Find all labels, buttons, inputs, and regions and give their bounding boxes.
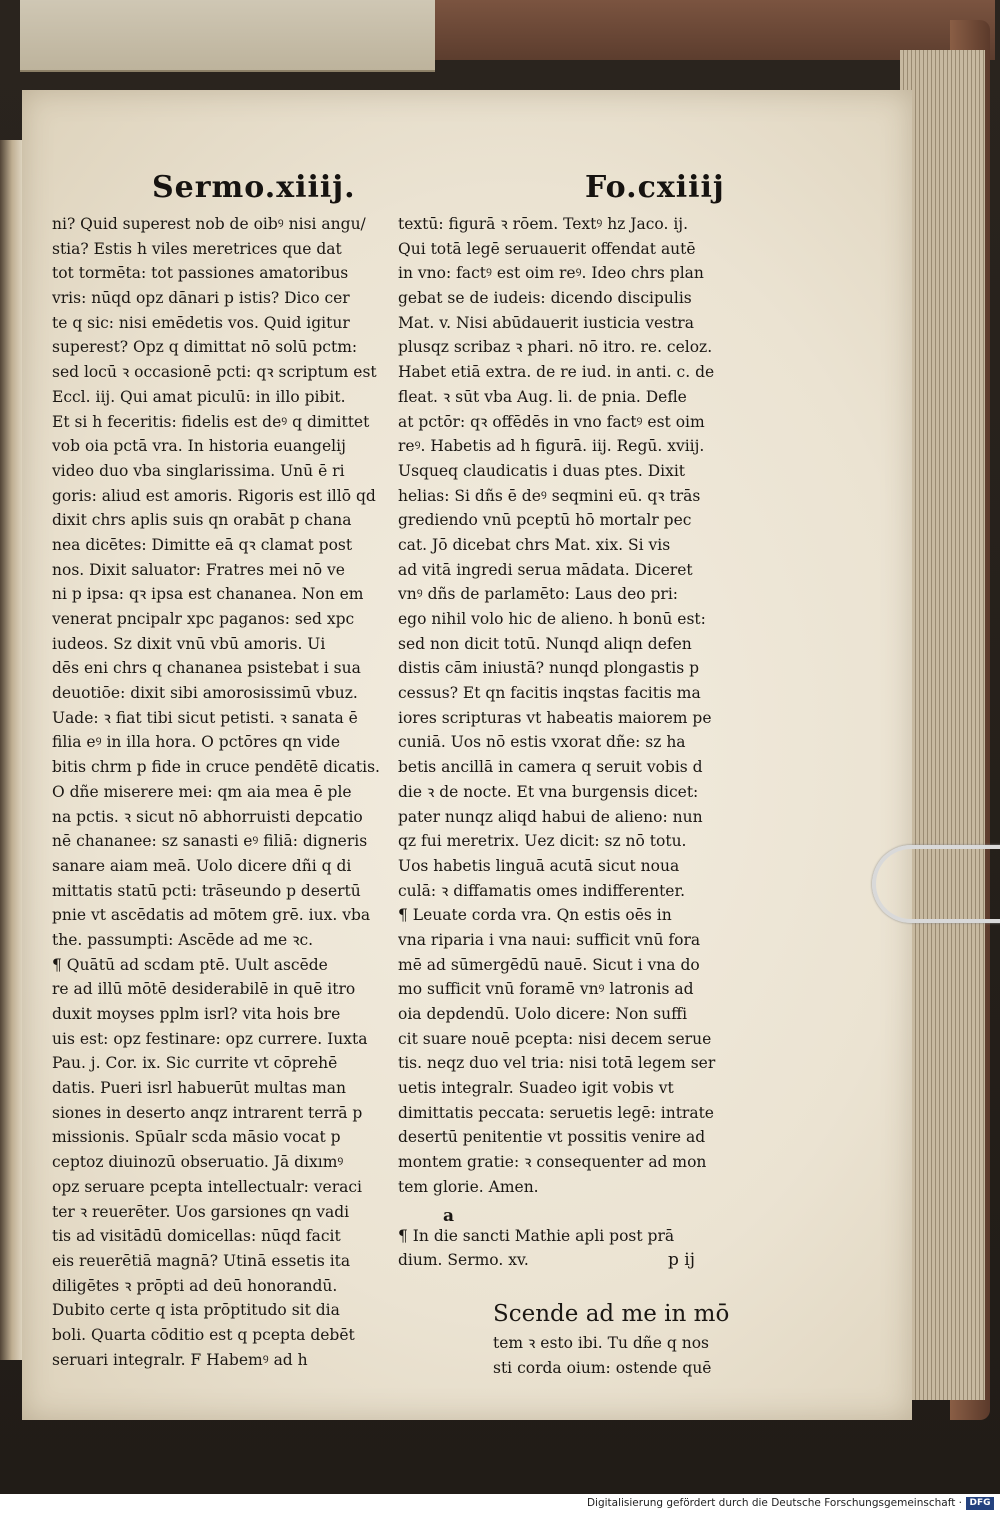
- text-line: siones in deserto anqz intrarent terrā p: [52, 1103, 363, 1122]
- running-header-left: Sermo.xiiij.: [152, 170, 356, 205]
- section-gap: [398, 1273, 743, 1297]
- text-line: goris: aliud est amoris. Rigoris est illō qd: [52, 486, 376, 505]
- text-line: tem glorie. Amen.: [398, 1177, 539, 1196]
- text-line: cat. Jō dicebat chrs Mat. xix. Si vis: [398, 535, 671, 554]
- text-line: helias: Si dñs ē deꝰ seqmini eū. qꝛ trās: [398, 486, 701, 505]
- text-line: deuotiōe: dixit sibi amorosissimū vbuz.: [52, 684, 358, 703]
- text-line: Usqueq claudicatis i duas ptes. Dixit: [398, 461, 686, 480]
- facing-page-left: [0, 140, 24, 1360]
- text-line: ¶ In die sancti Mathie apli post prā: [398, 1226, 675, 1245]
- text-line: vris: nūqd opz dānari p istis? Dico cer: [52, 289, 350, 308]
- text-line: duxit moyses pplm isrl? vita hois bre: [52, 1005, 341, 1023]
- text-line: iores scripturas vt habeatis maiorem pe: [398, 708, 712, 727]
- text-line: mittatis statū pcti: trāseundo p desertū: [52, 881, 361, 900]
- text-line: tis ad visitādū domicellas: nūqd facit: [52, 1227, 341, 1246]
- dfg-logo: DFG: [966, 1497, 994, 1510]
- text-line: ni? Quid superest nob de oibꝰ nisi angu/: [52, 215, 366, 233]
- page-signature: p ij: [668, 1250, 695, 1270]
- text-line: sti corda oium: ostende quē: [493, 1358, 712, 1377]
- text-line: Pau. j. Cor. ix. Sic currite vt cōprehē: [52, 1054, 338, 1073]
- text-line: ni p ipsa: qꝛ ipsa est chananea. Non em: [52, 585, 364, 604]
- text-line: reꝰ. Habetis ad h figurā. iij. Regū. xviij.: [398, 437, 705, 456]
- right-column-body: [398, 212, 743, 1200]
- text-line: Uade: ꝛ fiat tibi sicut petisti. ꝛ sanata ē: [52, 708, 358, 727]
- right-text-column: [398, 212, 743, 1380]
- text-line: nē chananee: sz sanasti eꝰ filiā: digneris: [52, 832, 368, 851]
- text-line: betis ancillā in camera q seruit vobis d: [398, 758, 703, 777]
- page-block-edges: [900, 50, 985, 1400]
- text-line: the. passumpti: Ascēde ad me ꝛc.: [52, 930, 314, 949]
- text-line: cessus? Et qn facitis inqstas facitis ma: [398, 684, 701, 703]
- text-line: vnꝰ dñs de parlamēto: Laus deo pri:: [398, 585, 679, 604]
- text-line: ego nihil volo hic de alieno. h bonū est:: [398, 610, 706, 628]
- sermon-incipit: [398, 1297, 743, 1380]
- text-line: desertū penitentie vt possitis venire ad: [398, 1128, 706, 1147]
- text-line: cuniā. Uos nō estis vxorat dñe: sz ha: [398, 733, 686, 752]
- text-line: Uos habetis linguā acutā sicut noua: [398, 856, 680, 875]
- left-text-column: [52, 212, 397, 1372]
- running-header-right: Fo.cxiiij: [585, 170, 725, 205]
- text-line: mē ad sūmergēdū nauē. Sicut i vna do: [398, 955, 700, 974]
- text-line: missionis. Spūalr scda māsio vocat p: [52, 1128, 341, 1147]
- text-line: ¶ Leuate corda vra. Qn estis oēs in: [398, 906, 672, 925]
- text-line: dium. Sermo. xv.: [398, 1251, 529, 1270]
- text-line: oia depdendū. Uolo dicere: Non suffi: [398, 1005, 688, 1023]
- text-line: nos. Dixit saluator: Fratres mei nō ve: [52, 560, 345, 579]
- text-line: stia? Estis h viles meretrices que dat: [52, 239, 342, 258]
- text-line: in vno: factꝰ est oim reꝰ. Ideo chrs plan: [398, 264, 704, 283]
- text-line: pnie vt ascēdatis ad mōtem grē. iux. vba: [52, 906, 371, 925]
- text-line: superest? Opz q dimittat nō solū pctm:: [52, 338, 358, 357]
- text-line: culā: ꝛ diffamatis omes indifferenter.: [398, 881, 686, 900]
- text-line: pater nunqz aliqd habui de alieno: nun: [398, 807, 703, 826]
- text-line: uetis integralr. Suadeo igit vobis vt: [398, 1079, 674, 1098]
- text-line: Et si h feceritis: fidelis est deꝰ q dimittet: [52, 412, 370, 431]
- text-line: grediendo vnū pceptū hō mortalr pec: [398, 511, 692, 530]
- text-line: Mat. v. Nisi abūdauerit iusticia vestra: [398, 313, 694, 332]
- text-line: tem ꝛ esto ibi. Tu dñe q nos: [493, 1333, 709, 1352]
- text-line: ter ꝛ reuerēter. Uos garsiones qn vadi: [52, 1202, 350, 1221]
- text-line: nea dicētes: Dimitte eā qꝛ clamat post: [52, 535, 353, 554]
- text-line: vna riparia i vna naui: sufficit vnū fora: [398, 930, 701, 949]
- text-line: Dubito certe q ista prōptitudo sit dia: [52, 1301, 340, 1320]
- text-line: na pctis. ꝛ sicut nō abhorruisti depcatio: [52, 807, 363, 826]
- text-line: sed locū ꝛ occasionē pcti: qꝛ scriptum est: [52, 363, 377, 382]
- text-line: seruari integralr. F Habemꝰ ad h: [52, 1350, 308, 1369]
- text-line: re ad illū mōtē desiderabilē in quē itro: [52, 980, 356, 999]
- text-line: video duo vba singlarissima. Unū ē ri: [52, 461, 345, 480]
- text-line: gebat se de iudeis: dicendo discipulis: [398, 289, 692, 308]
- text-line: te q sic: nisi emēdetis vos. Quid igitur: [52, 313, 350, 332]
- text-line: dēs eni chrs q chananea psistebat i sua: [52, 659, 361, 678]
- text-line: iudeos. Sz dixit vnū vbū amoris. Ui: [52, 634, 326, 653]
- text-line: opz seruare pcepta intellectualr: veraci: [52, 1177, 363, 1196]
- text-line: tis. neqz duo vel tria: nisi totā legem ser: [398, 1054, 716, 1073]
- facing-page-top-edge: [20, 0, 435, 72]
- text-line: at pctōr: qꝛ offēdēs in vno factꝰ est oim: [398, 412, 705, 431]
- text-line: venerat pncipalr xpc paganos: sed xpc: [52, 610, 355, 628]
- text-line: Eccl. iij. Qui amat piculū: in illo pibit.: [52, 387, 346, 406]
- footer-bar: [0, 1494, 1000, 1514]
- text-line: mo sufficit vnū foramē vnꝰ latronis ad: [398, 980, 694, 999]
- incipit-initial-line: Scende ad me in mō: [493, 1300, 730, 1327]
- text-line: plusqz scribaz ꝛ phari. nō itro. re. celoz.: [398, 338, 713, 357]
- page-clip: [872, 845, 1000, 923]
- text-line: O dñe miserere mei: qm aia mea ē ple: [52, 782, 352, 801]
- text-line: boli. Quarta cōditio est q pcepta debēt: [52, 1325, 355, 1344]
- text-line: filia eꝰ in illa hora. O pctōres qn vide: [52, 733, 341, 752]
- text-line: Qui totā legē seruauerit offendat autē: [398, 239, 696, 258]
- text-line: sanare aiam meā. Uolo dicere dñi q di: [52, 856, 352, 875]
- text-line: cit suare nouē pcepta: nisi decem serue: [398, 1029, 712, 1048]
- text-line: vob oia pctā vra. In historia euangelij: [52, 437, 346, 456]
- text-line: fleat. ꝛ sūt vba Aug. li. de pnia. Defle: [398, 387, 687, 406]
- text-line: Habet etiā extra. de re iud. in anti. c. de: [398, 363, 715, 382]
- text-line: ¶ Quātū ad scdam ptē. Uult ascēde: [52, 955, 328, 974]
- text-line: diligētes ꝛ prōpti ad deū honorandū.: [52, 1276, 338, 1295]
- text-line: datis. Pueri isrl habuerūt multas man: [52, 1079, 347, 1098]
- text-line: ad vitā ingredi serua mādata. Diceret: [398, 560, 693, 579]
- text-line: dixit chrs aplis suis qn orabāt p chana: [52, 511, 352, 530]
- text-line: sed non dicit totū. Nunqd aliqn defen: [398, 634, 692, 653]
- text-line: dimittatis peccata: seruetis legē: intrate: [398, 1103, 714, 1122]
- text-line: bitis chrm p fide in cruce pendētē dicatis.: [52, 758, 380, 777]
- text-line: eis reuerētiā magnā? Utinā essetis ita: [52, 1251, 351, 1270]
- text-line: montem gratie: ꝛ consequenter ad mon: [398, 1153, 707, 1172]
- signature-mark: a: [443, 1206, 455, 1226]
- text-line: ceptoz diuinozū obseruatio. Jā dixımꝰ: [52, 1153, 344, 1172]
- text-line: die ꝛ de nocte. Et vna burgensis dicet:: [398, 782, 699, 801]
- text-line: uis est: opz festinare: opz currere. Iuxta: [52, 1029, 368, 1048]
- footer-credit: Digitalisierung gefördert durch die Deutsche Forschungsgemeinschaft ·: [586, 1497, 962, 1509]
- text-line: qz fui meretrix. Uez dicit: sz nō totu.: [398, 832, 687, 851]
- text-line: distis cām iniustā? nunqd plongastis p: [398, 659, 700, 678]
- text-line: textū: figurā ꝛ rōem. Textꝰ hz Jaco. ij.: [398, 215, 689, 233]
- text-line: tot tormēta: tot passiones amatoribus: [52, 264, 349, 283]
